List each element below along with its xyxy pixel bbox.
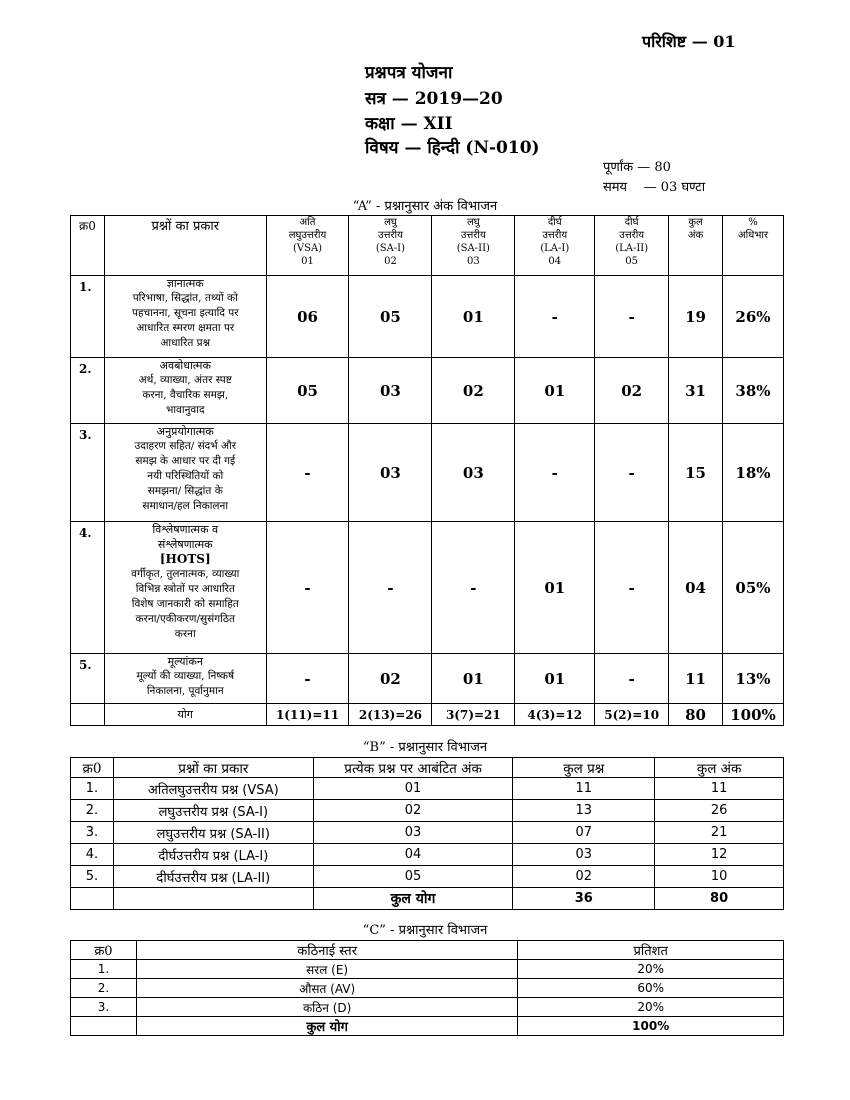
col-percentage-header: प्रतिशत bbox=[518, 941, 784, 960]
table-row bbox=[71, 800, 784, 822]
sa1-value: 02 bbox=[349, 654, 432, 704]
appendix-label: परिशिष्ट — 01 bbox=[642, 32, 736, 51]
section-c-table bbox=[70, 940, 784, 1036]
total-row bbox=[71, 888, 784, 910]
difficulty-level: कठिन (D) bbox=[136, 998, 517, 1017]
row-number: 2. bbox=[71, 800, 114, 822]
table-row bbox=[71, 276, 784, 358]
table-row bbox=[71, 424, 784, 522]
section-b-table bbox=[70, 757, 784, 910]
total-value: 31 bbox=[669, 358, 723, 424]
row-number: 3. bbox=[71, 822, 114, 844]
total-label: कुल योग bbox=[136, 1017, 517, 1036]
total-row bbox=[71, 704, 784, 726]
marks-per-question: 04 bbox=[313, 844, 513, 866]
col-difficulty-header: कठिनाई स्तर bbox=[136, 941, 517, 960]
sa2-total: 3(7)=21 bbox=[432, 704, 515, 726]
col-sa2-header: लघु उत्तरीय (SA-II) 03 bbox=[432, 216, 515, 276]
total-value: 15 bbox=[669, 424, 723, 522]
sa2-value: 01 bbox=[432, 276, 515, 358]
empty-cell bbox=[71, 1017, 137, 1036]
question-type-cell: अवबोधात्मक अर्थ, व्याख्या, अंतर स्पष्ट करना, वैचारिक समझ, भावानुवाद bbox=[104, 358, 266, 424]
sa1-value: 03 bbox=[349, 358, 432, 424]
vsa-value: 05 bbox=[266, 358, 349, 424]
total-value: 11 bbox=[669, 654, 723, 704]
section-b-title: “B” - प्रश्नानुसार विभाजन bbox=[362, 740, 488, 755]
row-number: 5. bbox=[71, 866, 114, 888]
vsa-value: - bbox=[266, 424, 349, 522]
marks-per-question: 05 bbox=[313, 866, 513, 888]
col-percent-header: % अधिभार bbox=[723, 216, 784, 276]
row-number: 2. bbox=[71, 358, 105, 424]
sa2-value: 01 bbox=[432, 654, 515, 704]
difficulty-level: सरल (E) bbox=[136, 960, 517, 979]
la2-total: 5(2)=10 bbox=[595, 704, 669, 726]
table-row bbox=[71, 822, 784, 844]
table-row bbox=[71, 778, 784, 800]
row-number: 5. bbox=[71, 654, 105, 704]
vsa-value: 06 bbox=[266, 276, 349, 358]
table-row bbox=[71, 866, 784, 888]
percentage: 60% bbox=[518, 979, 784, 998]
total-marks: 21 bbox=[655, 822, 784, 844]
la1-value: 01 bbox=[515, 654, 595, 704]
table-row bbox=[71, 844, 784, 866]
total-row bbox=[71, 1017, 784, 1036]
question-type: लघुउत्तरीय प्रश्न (SA-I) bbox=[113, 800, 313, 822]
la2-value: - bbox=[595, 654, 669, 704]
question-type-cell: मूल्यांकन मूल्यों की व्याख्या, निष्कर्ष निकालना, पूर्वानुमान bbox=[104, 654, 266, 704]
la2-value: - bbox=[595, 276, 669, 358]
col-total-questions-header: कुल प्रश्न bbox=[513, 758, 655, 778]
table-row bbox=[71, 960, 784, 979]
percentage: 20% bbox=[518, 960, 784, 979]
col-total-marks-header: कुल अंक bbox=[655, 758, 784, 778]
total-percentage: 100% bbox=[518, 1017, 784, 1036]
section-a-table bbox=[70, 215, 784, 726]
section-c-title: “C” - प्रश्नानुसार विभाजन bbox=[362, 923, 488, 938]
empty-cell bbox=[113, 888, 313, 910]
total-questions: 13 bbox=[513, 800, 655, 822]
total-questions: 07 bbox=[513, 822, 655, 844]
la1-value: - bbox=[515, 276, 595, 358]
row-number: 2. bbox=[71, 979, 137, 998]
row-number: 4. bbox=[71, 522, 105, 654]
sa1-value: 05 bbox=[349, 276, 432, 358]
table-row bbox=[71, 654, 784, 704]
total-marks-sum: 80 bbox=[655, 888, 784, 910]
question-type-cell: विश्लेषणात्मक व संश्लेषणात्मक [HOTS] वर्गीकृत, तुलनात्मक, व्याख्या विभिन्न स्त्रोतों पर आधारित विशेष जानकारी को समाहित करना/एकीकरण/सुसंगठित करना bbox=[104, 522, 266, 654]
row-number: 3. bbox=[71, 424, 105, 522]
row-number: 4. bbox=[71, 844, 114, 866]
total-questions-sum: 36 bbox=[513, 888, 655, 910]
total-marks: 11 bbox=[655, 778, 784, 800]
total-questions: 11 bbox=[513, 778, 655, 800]
total-marks: 10 bbox=[655, 866, 784, 888]
total-marks: 26 bbox=[655, 800, 784, 822]
col-total-header: कुल अंक bbox=[669, 216, 723, 276]
total-value: 19 bbox=[669, 276, 723, 358]
grand-percent: 100% bbox=[723, 704, 784, 726]
la2-value: 02 bbox=[595, 358, 669, 424]
la1-value: 01 bbox=[515, 358, 595, 424]
la1-total: 4(3)=12 bbox=[515, 704, 595, 726]
percent-value: 18% bbox=[723, 424, 784, 522]
vsa-value: - bbox=[266, 522, 349, 654]
marks-per-question: 01 bbox=[313, 778, 513, 800]
difficulty-level: औसत (AV) bbox=[136, 979, 517, 998]
row-number: 1. bbox=[71, 778, 114, 800]
question-type-cell: अनुप्रयोगात्मक उदाहरण सहित/ संदर्भ और समझ के आधार पर दी गई नयी परिस्थितियों को समझना/ सिद्धांत के समाधान/हल निकालना bbox=[104, 424, 266, 522]
col-sr-header: क्र0 bbox=[71, 216, 105, 276]
session-line: सत्र — 2019—20 bbox=[365, 89, 503, 109]
col-sr-header: क्र0 bbox=[71, 758, 114, 778]
la2-value: - bbox=[595, 522, 669, 654]
col-sr-header: क्र0 bbox=[71, 941, 137, 960]
question-type-cell: ज्ञानात्मक परिभाषा, सिद्धांत, तथ्यों को पहचानना, सूचना इत्यादि पर आधारित स्मरण क्षमता पर आधारित प्रश्न bbox=[104, 276, 266, 358]
total-questions: 03 bbox=[513, 844, 655, 866]
total-label: कुल योग bbox=[313, 888, 513, 910]
la1-value: - bbox=[515, 424, 595, 522]
time-line: समय — 03 घण्टा bbox=[603, 180, 706, 195]
empty-cell bbox=[71, 888, 114, 910]
sa2-value: 03 bbox=[432, 424, 515, 522]
row-number: 3. bbox=[71, 998, 137, 1017]
max-marks: पूर्णांक — 80 bbox=[603, 160, 671, 175]
page-title: प्रश्नपत्र योजना bbox=[365, 63, 453, 83]
sa1-value: - bbox=[349, 522, 432, 654]
total-questions: 02 bbox=[513, 866, 655, 888]
percent-value: 38% bbox=[723, 358, 784, 424]
section-a-title: “A” - प्रश्नानुसार अंक विभाजन bbox=[352, 199, 498, 214]
col-vsa-header: अति लघुउत्तरीय (VSA) 01 bbox=[266, 216, 349, 276]
sa1-total: 2(13)=26 bbox=[349, 704, 432, 726]
sa1-value: 03 bbox=[349, 424, 432, 522]
vsa-total: 1(11)=11 bbox=[266, 704, 349, 726]
percent-value: 05% bbox=[723, 522, 784, 654]
subject-line: विषय — हिन्दी (N-010) bbox=[365, 138, 540, 158]
row-number: 1. bbox=[71, 276, 105, 358]
question-type: दीर्घउत्तरीय प्रश्न (LA-I) bbox=[113, 844, 313, 866]
table-row bbox=[71, 522, 784, 654]
la2-value: - bbox=[595, 424, 669, 522]
sa2-value: 02 bbox=[432, 358, 515, 424]
table-row bbox=[71, 358, 784, 424]
col-la2-header: दीर्घ उत्तरीय (LA-II) 05 bbox=[595, 216, 669, 276]
row-number: 1. bbox=[71, 960, 137, 979]
grand-total: 80 bbox=[669, 704, 723, 726]
class-line: कक्षा — XII bbox=[365, 114, 453, 134]
col-la1-header: दीर्घ उत्तरीय (LA-I) 04 bbox=[515, 216, 595, 276]
col-type-header: प्रश्नों का प्रकार bbox=[113, 758, 313, 778]
vsa-value: - bbox=[266, 654, 349, 704]
col-marks-per-question-header: प्रत्येक प्रश्न पर आबंटित अंक bbox=[313, 758, 513, 778]
total-value: 04 bbox=[669, 522, 723, 654]
table-row bbox=[71, 998, 784, 1017]
percentage: 20% bbox=[518, 998, 784, 1017]
col-sa1-header: लघु उत्तरीय (SA-I) 02 bbox=[349, 216, 432, 276]
marks-per-question: 03 bbox=[313, 822, 513, 844]
percent-value: 26% bbox=[723, 276, 784, 358]
la1-value: 01 bbox=[515, 522, 595, 654]
question-type: अतिलघुउत्तरीय प्रश्न (VSA) bbox=[113, 778, 313, 800]
table-row bbox=[71, 979, 784, 998]
total-marks: 12 bbox=[655, 844, 784, 866]
question-type: दीर्घउत्तरीय प्रश्न (LA-II) bbox=[113, 866, 313, 888]
total-label: योग bbox=[104, 704, 266, 726]
marks-per-question: 02 bbox=[313, 800, 513, 822]
percent-value: 13% bbox=[723, 654, 784, 704]
question-type: लघुउत्तरीय प्रश्न (SA-II) bbox=[113, 822, 313, 844]
col-type-header: प्रश्नों का प्रकार bbox=[104, 216, 266, 276]
sa2-value: - bbox=[432, 522, 515, 654]
